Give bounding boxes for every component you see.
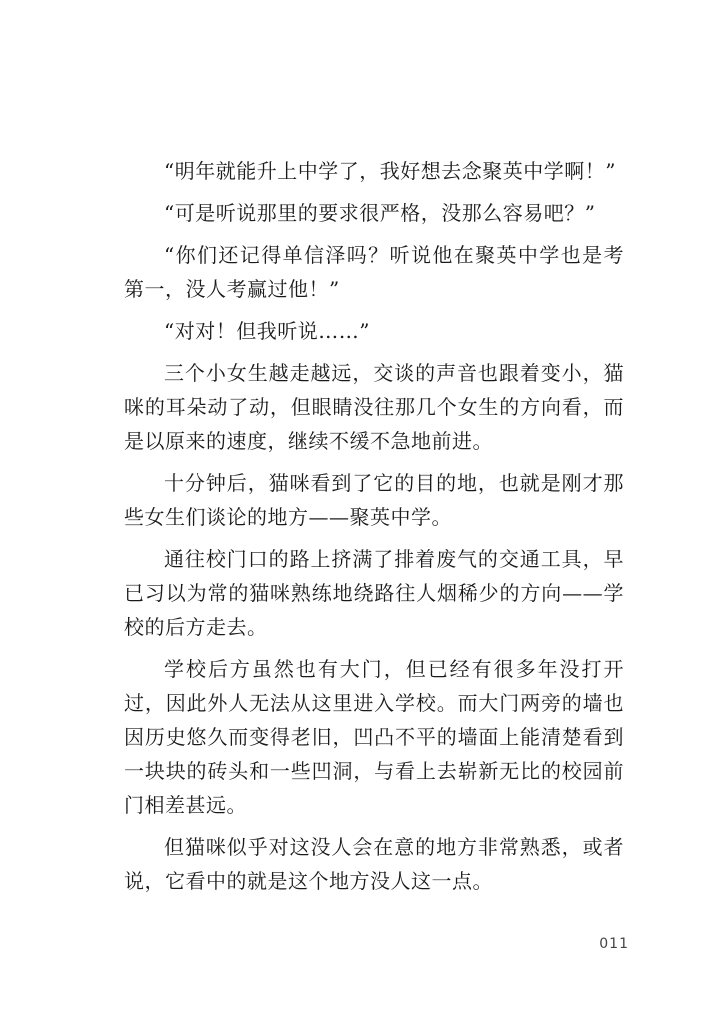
paragraph-4: “对对！但我听说……” xyxy=(164,319,370,343)
paragraph-8: 学校后方虽然也有大门，但已经有很多年没打开过，因此外人无法从这里进入学校。而大门两旁的墙也因历史悠久而变得老旧，凹凸不平的墙面上能清楚看到一块块的砖头和一些凹洞，与看上去崭新无比的校园前门相差甚远。 xyxy=(124,657,624,817)
page-number: 011 xyxy=(599,936,629,952)
paragraph-5: 三个小女生越走越远，交谈的声音也跟着变小，猫咪的耳朵动了动，但眼睛没往那几个女生的方向看，而是以原来的速度，继续不缓不急地前进。 xyxy=(124,361,624,453)
paragraph-1: “明年就能升上中学了，我好想去念聚英中学啊！” xyxy=(164,159,616,183)
body-text xyxy=(124,154,624,906)
paragraph-7: 通往校门口的路上挤满了排着废气的交通工具，早已习以为常的猫咪熟练地绕路往人烟稀少的方向——学校的后方走去。 xyxy=(124,547,624,639)
paragraph-6: 十分钟后，猫咪看到了它的目的地，也就是刚才那些女生们谈论的地方——聚英中学。 xyxy=(124,471,624,529)
paragraph-3: “你们还记得单信泽吗？听说他在聚英中学也是考第一，没人考赢过他！” xyxy=(124,243,624,301)
paragraph-2: “可是听说那里的要求很严格，没那么容易吧？” xyxy=(164,201,596,225)
paragraph-9: 但猫咪似乎对这没人会在意的地方非常熟悉，或者说，它看中的就是这个地方没人这一点。 xyxy=(124,835,624,893)
